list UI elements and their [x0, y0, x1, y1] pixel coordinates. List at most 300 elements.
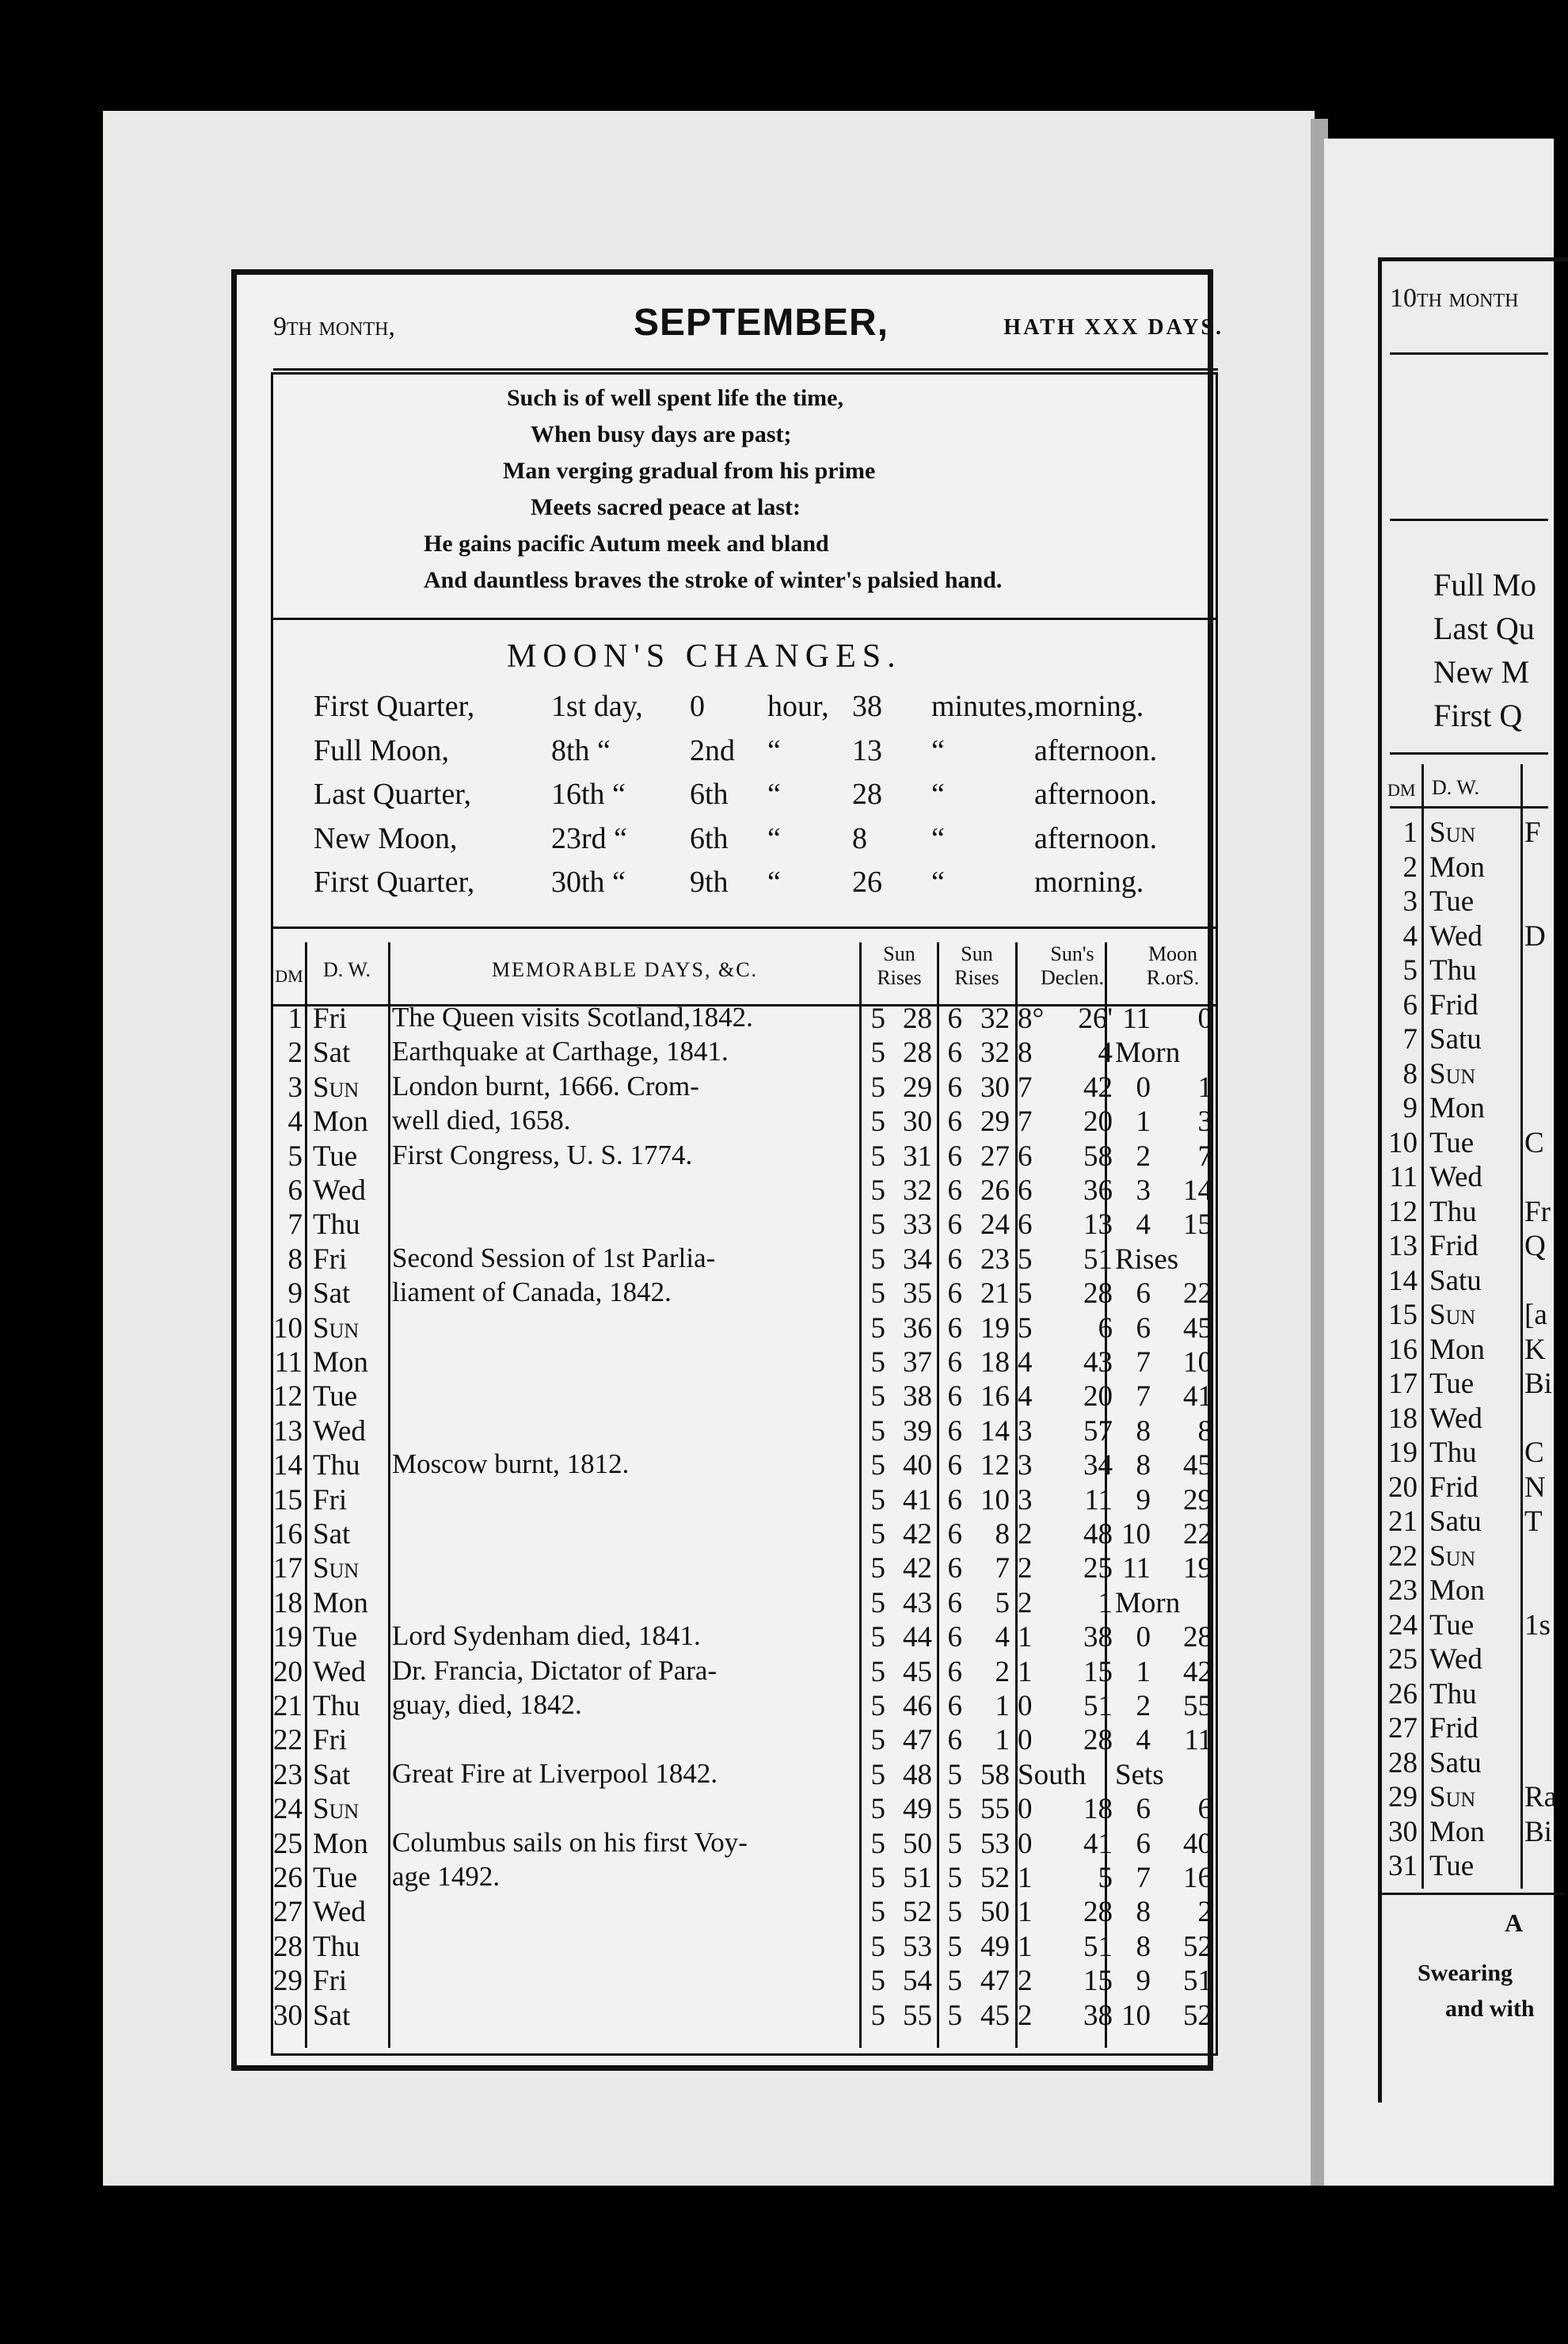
table-row	[273, 1414, 1216, 1449]
declination-degrees: 6	[1018, 1174, 1033, 1207]
table-row	[273, 1071, 1216, 1105]
next-day-of-week: Thu	[1429, 1436, 1477, 1469]
header-dm: DM	[275, 966, 303, 986]
sunrise-minute: 53	[903, 1930, 932, 1963]
next-day-of-week: Thu	[1429, 1677, 1477, 1710]
memorable-event: First Congress, U. S. 1774.	[392, 1139, 693, 1170]
declination-degrees: 2	[1018, 1965, 1033, 1998]
next-day-of-month: 1	[1402, 816, 1418, 849]
sun-rises-minute: 55	[980, 1793, 1010, 1826]
moon-phase: First Quarter,	[314, 690, 475, 723]
moon-phase: Last Quarter,	[314, 778, 471, 811]
moon-minute: 8	[1197, 1414, 1212, 1448]
day-of-week: Sat	[313, 1277, 351, 1311]
table-row	[273, 1551, 1216, 1586]
day-of-month: 20	[273, 1655, 303, 1688]
memorable-event: Great Fire at Liverpool 1842.	[392, 1757, 718, 1789]
sun-rises-hour: 6	[947, 1586, 962, 1619]
poem-line: Man verging gradual from his prime	[503, 458, 876, 484]
moon-change-row	[314, 689, 1201, 733]
sunrise-hour: 5	[870, 1655, 885, 1688]
next-day-of-month: 9	[1402, 1092, 1418, 1124]
table-row	[273, 1174, 1216, 1208]
poem-line: When busy days are past;	[531, 421, 792, 447]
moon-hour-unit: “	[767, 733, 781, 767]
sunrise-hour: 5	[870, 1311, 885, 1345]
next-day-of-month: 19	[1388, 1436, 1418, 1469]
moon-day: 16th “	[551, 778, 626, 811]
moon-minute: 11	[1184, 1724, 1212, 1757]
sun-rises-hour: 6	[947, 1483, 962, 1516]
memorable-event: The Queen visits Scotland,1842.	[392, 1002, 753, 1033]
declination-minutes: 4	[1098, 1037, 1113, 1070]
moon-minute: 45	[1183, 1449, 1212, 1482]
table-row	[273, 1689, 1216, 1724]
moon-hour: 10	[1121, 1999, 1151, 2032]
sunrise-minute: 28	[903, 1003, 932, 1035]
day-of-week: Sun	[313, 1311, 360, 1345]
declination-minutes: 15	[1083, 1965, 1113, 1998]
sun-rises-hour: 6	[947, 1140, 962, 1173]
memorable-event: guay, died, 1842.	[392, 1689, 582, 1720]
declination-minutes: 57	[1083, 1414, 1113, 1448]
sunrise-minute: 44	[903, 1621, 932, 1654]
declination-minutes: 11	[1084, 1483, 1113, 1516]
next-page-frame	[1378, 257, 1568, 261]
sun-rises-hour: 5	[947, 1999, 962, 2032]
day-of-week: Fri	[313, 1724, 348, 1757]
moon-min-unit: “	[931, 733, 945, 767]
day-of-month: 19	[273, 1621, 303, 1654]
moon-hour: 7	[1136, 1862, 1151, 1894]
moon-hour: 8	[1136, 1449, 1151, 1482]
moon-hour: 8	[1136, 1896, 1151, 1929]
sunrise-minute: 52	[903, 1896, 932, 1929]
next-day-of-month: 2	[1402, 850, 1418, 884]
moon-period: afternoon.	[1034, 821, 1158, 855]
next-day-of-week: Satu	[1429, 1505, 1482, 1538]
sunrise-minute: 47	[903, 1724, 932, 1757]
moon-change-row	[314, 865, 1201, 909]
next-memorable-event: Bi	[1524, 1815, 1552, 1848]
moon-min-unit: “	[931, 778, 945, 811]
declination-degrees: 2	[1018, 1552, 1033, 1585]
next-day-of-week: Tue	[1429, 1850, 1475, 1882]
moon-min: 13	[852, 733, 882, 767]
day-of-week: Mon	[313, 1827, 368, 1860]
moon-minute: 3	[1197, 1105, 1212, 1139]
sun-rises-minute: 16	[980, 1380, 1010, 1414]
next-day-of-month: 11	[1389, 1161, 1418, 1193]
table-row	[273, 1930, 1216, 1965]
next-day-of-week: Sun	[1429, 1539, 1476, 1573]
sunrise-hour: 5	[870, 1003, 885, 1035]
sunrise-minute: 33	[903, 1208, 932, 1242]
moon-minute: 7	[1197, 1140, 1212, 1173]
declination-degrees: 4	[1018, 1346, 1033, 1379]
declination-minutes: 1	[1098, 1586, 1113, 1619]
moon-minute: 29	[1183, 1483, 1212, 1516]
moon-hour: 11	[1122, 1003, 1151, 1035]
moon-change-row	[314, 821, 1201, 866]
sun-rises-hour: 5	[947, 1793, 962, 1826]
declination-degrees: 3	[1018, 1449, 1033, 1482]
next-day-of-month: 23	[1388, 1574, 1418, 1607]
declination-degrees: 4	[1018, 1380, 1033, 1414]
header-sun-rises: Sun Rises	[877, 942, 922, 989]
next-memorable-event: [a	[1524, 1299, 1547, 1331]
declination-degrees: 6	[1018, 1140, 1033, 1173]
sunrise-minute: 42	[903, 1552, 932, 1585]
sun-rises-hour: 5	[947, 1965, 962, 1998]
declination-minutes: 18	[1083, 1793, 1113, 1826]
days-count: HATH XXX DAYS.	[1003, 315, 1224, 340]
next-memorable-event: F	[1524, 816, 1541, 849]
day-of-week: Mon	[313, 1105, 368, 1139]
day-of-month: 2	[287, 1037, 303, 1070]
sun-rises-minute: 8	[995, 1518, 1010, 1551]
declination-minutes: 28	[1083, 1277, 1113, 1311]
declination-degrees: 5	[1018, 1311, 1033, 1345]
day-of-month: 26	[273, 1862, 303, 1894]
day-of-week: Sat	[313, 1999, 351, 2032]
moon-hour: 3	[1136, 1174, 1151, 1207]
next-day-of-month: 16	[1388, 1333, 1418, 1366]
moon-hour: 9th	[690, 866, 729, 899]
sunrise-minute: 29	[903, 1071, 932, 1104]
day-of-week: Thu	[313, 1449, 360, 1482]
sun-rises-hour: 6	[947, 1071, 962, 1104]
next-moon-phase: Full Mo	[1433, 567, 1537, 603]
next-day-of-month: 20	[1388, 1471, 1418, 1504]
declination-minutes: 43	[1083, 1346, 1113, 1379]
moon-rise-set: Rises	[1115, 1242, 1179, 1276]
sun-rises-hour: 5	[947, 1862, 962, 1894]
table-row	[273, 1964, 1216, 1999]
sunrise-hour: 5	[870, 1277, 885, 1311]
next-memorable-event: 1s	[1524, 1608, 1551, 1642]
memorable-event: well died, 1658.	[392, 1105, 571, 1136]
next-page-rule	[1390, 752, 1548, 755]
sun-rises-hour: 6	[947, 1242, 962, 1276]
moon-hour: 7	[1136, 1346, 1151, 1379]
next-memorable-event: C	[1524, 1436, 1544, 1469]
next-day-of-month: 10	[1388, 1126, 1418, 1159]
sun-rises-minute: 12	[980, 1449, 1010, 1482]
moon-day: 30th “	[551, 866, 626, 899]
month-title: SEPTEMBER,	[634, 302, 889, 344]
sun-rises-minute: 10	[980, 1483, 1010, 1516]
memorable-event: Columbus sails on his first Voy-	[392, 1826, 748, 1858]
moon-min: 38	[852, 690, 882, 723]
sun-rises-hour: 6	[947, 1174, 962, 1207]
sunrise-minute: 55	[903, 1999, 932, 2032]
next-day-of-month: 31	[1388, 1850, 1418, 1882]
next-day-of-week: Satu	[1429, 1264, 1482, 1297]
next-day-of-month: 24	[1388, 1608, 1418, 1642]
table-row	[273, 1345, 1216, 1380]
next-day-of-month: 30	[1388, 1815, 1418, 1848]
table-row	[273, 1861, 1216, 1896]
declination-degrees: 0	[1018, 1724, 1033, 1757]
day-of-week: Wed	[313, 1414, 366, 1448]
sun-rises-minute: 30	[980, 1071, 1010, 1104]
moon-min: 26	[852, 866, 882, 899]
next-day-of-week: Thu	[1429, 1195, 1477, 1228]
next-day-of-week: Thu	[1429, 954, 1477, 987]
day-of-week: Sat	[313, 1037, 351, 1070]
sunrise-minute: 49	[903, 1793, 932, 1826]
day-of-month: 16	[273, 1518, 303, 1551]
declination-degrees: South	[1018, 1758, 1087, 1791]
moon-hour: 9	[1136, 1965, 1151, 1998]
next-column-divider	[1520, 764, 1523, 1889]
next-day-of-month: 4	[1402, 919, 1418, 953]
moon-hour: 6	[1136, 1827, 1151, 1860]
table-row	[273, 1620, 1216, 1655]
sunrise-hour: 5	[870, 1690, 885, 1722]
declination-degrees: 6	[1018, 1208, 1033, 1242]
moon-hour: 1	[1136, 1655, 1151, 1688]
moon-hour: 8	[1136, 1414, 1151, 1448]
sunrise-hour: 5	[870, 1621, 885, 1654]
next-day-of-week: Satu	[1429, 1023, 1482, 1056]
moon-minute: 2	[1197, 1896, 1212, 1929]
declination-minutes: 42	[1083, 1071, 1113, 1104]
sunrise-minute: 48	[903, 1758, 932, 1791]
sunrise-minute: 51	[903, 1862, 932, 1894]
moon-minute: 6	[1197, 1793, 1212, 1826]
header-sun-declination: Sun's Declen.	[1040, 942, 1105, 989]
moon-minute: 52	[1183, 1999, 1212, 2032]
sunrise-hour: 5	[870, 1793, 885, 1826]
sun-rises-hour: 6	[947, 1346, 962, 1379]
sunrise-minute: 35	[903, 1277, 932, 1311]
sun-rises-hour: 6	[947, 1621, 962, 1654]
day-of-month: 17	[273, 1552, 303, 1585]
sun-rises-minute: 14	[980, 1414, 1010, 1448]
sunrise-hour: 5	[870, 1586, 885, 1619]
sunrise-minute: 34	[903, 1242, 932, 1276]
day-of-month: 23	[273, 1758, 303, 1791]
table-row	[273, 1140, 1216, 1174]
moon-hour-unit: “	[767, 866, 781, 899]
sun-rises-minute: 24	[980, 1208, 1010, 1242]
declination-degrees: 1	[1018, 1896, 1033, 1929]
next-day-of-week: Wed	[1429, 919, 1482, 953]
header-memorable-days: MEMORABLE DAYS, &C.	[491, 958, 759, 981]
sunrise-hour: 5	[870, 1518, 885, 1551]
sun-rises-minute: 58	[980, 1758, 1010, 1791]
table-row	[273, 1758, 1216, 1793]
moon-phase: New Moon,	[314, 821, 458, 855]
declination-degrees: 1	[1018, 1655, 1033, 1688]
sunrise-hour: 5	[870, 1242, 885, 1276]
sun-rises-hour: 6	[947, 1724, 962, 1757]
table-row	[273, 1311, 1216, 1346]
day-of-month: 10	[273, 1311, 303, 1345]
moon-hour: 6	[1136, 1311, 1151, 1345]
declination-degrees: 5	[1018, 1277, 1033, 1311]
next-day-of-month: 3	[1402, 885, 1418, 918]
sun-rises-minute: 19	[980, 1311, 1010, 1345]
sun-rises-minute: 2	[995, 1655, 1010, 1688]
sun-rises-hour: 6	[947, 1380, 962, 1414]
declination-minutes: 51	[1083, 1690, 1113, 1722]
moon-hour-unit: hour,	[767, 690, 829, 723]
moon-change-row	[314, 777, 1201, 821]
next-page-rule	[1390, 519, 1548, 521]
declination-minutes: 48	[1083, 1518, 1113, 1551]
next-moon-phase: New M	[1433, 654, 1530, 690]
next-day-of-month: 29	[1388, 1781, 1418, 1813]
sunrise-minute: 36	[903, 1311, 932, 1345]
next-day-of-month: 18	[1388, 1402, 1418, 1435]
moon-minute: 52	[1183, 1930, 1212, 1963]
next-month-label: 10th month	[1390, 283, 1519, 313]
next-day-of-week: Tue	[1429, 1126, 1475, 1159]
next-day-of-week: Frid	[1429, 1230, 1479, 1262]
sunrise-hour: 5	[870, 1449, 885, 1482]
sunrise-hour: 5	[870, 1999, 885, 2032]
next-footer-title: A	[1505, 1908, 1524, 1937]
declination-degrees: 7	[1018, 1071, 1033, 1104]
sunrise-minute: 30	[903, 1105, 932, 1139]
sunrise-minute: 45	[903, 1655, 932, 1688]
declination-minutes: 28	[1083, 1724, 1113, 1757]
table-row	[273, 1723, 1216, 1758]
next-day-of-week: Frid	[1429, 1712, 1479, 1745]
sunrise-hour: 5	[870, 1414, 885, 1448]
moon-minute: 16	[1183, 1862, 1212, 1894]
sun-rises-hour: 6	[947, 1518, 962, 1551]
sun-rises-hour: 6	[947, 1105, 962, 1139]
moon-period: morning.	[1034, 866, 1144, 899]
day-of-week: Sat	[313, 1518, 351, 1551]
memorable-event: Moscow burnt, 1812.	[392, 1448, 630, 1480]
next-day-of-week: Tue	[1429, 885, 1475, 918]
day-of-week: Tue	[313, 1380, 358, 1414]
day-of-week: Tue	[313, 1862, 358, 1894]
day-of-month: 8	[287, 1242, 303, 1276]
day-of-month: 27	[273, 1896, 303, 1929]
sunrise-minute: 46	[903, 1690, 932, 1722]
declination-minutes: 20	[1083, 1105, 1113, 1139]
declination-degrees: 2	[1018, 1999, 1033, 2032]
day-of-month: 28	[273, 1930, 303, 1963]
sunrise-hour: 5	[870, 1930, 885, 1963]
day-of-month: 13	[273, 1414, 303, 1448]
sun-rises-hour: 6	[947, 1037, 962, 1070]
header-sun-rises-2: Sun Rises	[954, 942, 999, 989]
memorable-event: Dr. Francia, Dictator of Para-	[392, 1654, 717, 1686]
day-of-week: Sun	[313, 1071, 360, 1104]
sunrise-minute: 37	[903, 1346, 932, 1379]
calendar-header	[273, 301, 1224, 364]
memorable-event: London burnt, 1666. Crom-	[392, 1070, 699, 1102]
sunrise-minute: 54	[903, 1965, 932, 1998]
moon-min: 28	[852, 778, 882, 811]
moon-hour: 0	[1136, 1621, 1151, 1654]
moon-change-row	[314, 733, 1201, 778]
declination-minutes: 25	[1083, 1552, 1113, 1585]
sun-rises-hour: 6	[947, 1311, 962, 1345]
moon-period: afternoon.	[1034, 733, 1158, 767]
declination-minutes: 41	[1083, 1827, 1113, 1860]
poem-line: And dauntless braves the stroke of winter's palsied hand.	[424, 567, 1003, 593]
moon-min-unit: “	[931, 866, 945, 899]
sunrise-hour: 5	[870, 1965, 885, 1998]
sunrise-hour: 5	[870, 1896, 885, 1929]
moon-period: morning.	[1034, 690, 1144, 723]
next-day-of-month: 8	[1402, 1057, 1418, 1090]
moon-min: 8	[852, 821, 867, 855]
sun-rises-minute: 52	[980, 1862, 1010, 1894]
table-row	[273, 1105, 1216, 1140]
table-row	[273, 1036, 1216, 1071]
declination-degrees: 2	[1018, 1518, 1033, 1551]
moon-minute: 42	[1183, 1655, 1212, 1688]
sunrise-hour: 5	[870, 1724, 885, 1757]
sun-rises-minute: 50	[980, 1896, 1010, 1929]
day-of-week: Thu	[313, 1930, 360, 1963]
day-of-week: Sat	[313, 1758, 351, 1791]
day-of-week: Tue	[313, 1621, 358, 1654]
sun-rises-minute: 29	[980, 1105, 1010, 1139]
header-dw: D. W.	[323, 958, 371, 981]
sunrise-hour: 5	[870, 1071, 885, 1104]
poem-line: He gains pacific Autum meek and bland	[424, 531, 829, 557]
declination-minutes: 15	[1083, 1655, 1113, 1688]
sun-rises-hour: 6	[947, 1655, 962, 1688]
sunrise-minute: 40	[903, 1449, 932, 1482]
declination-minutes: 20	[1083, 1380, 1113, 1414]
memorable-event: Lord Sydenham died, 1841.	[392, 1620, 701, 1652]
moon-hour: 6	[1136, 1277, 1151, 1311]
sun-rises-minute: 1	[995, 1724, 1010, 1757]
day-of-month: 7	[287, 1208, 303, 1242]
next-memorable-event: C	[1524, 1126, 1544, 1159]
day-of-month: 21	[273, 1690, 303, 1722]
sun-rises-minute: 4	[995, 1621, 1010, 1654]
declination-minutes: 38	[1083, 1621, 1113, 1654]
declination-degrees: 8	[1018, 1037, 1033, 1070]
day-of-week: Tue	[313, 1140, 358, 1173]
moon-minute: 22	[1183, 1277, 1212, 1311]
poem-rule	[273, 618, 1218, 620]
next-memorable-event: Q	[1524, 1230, 1546, 1262]
next-day-of-week: Sun	[1429, 1781, 1476, 1813]
declination-degrees: 3	[1018, 1483, 1033, 1516]
day-of-month: 22	[273, 1724, 303, 1757]
declination-minutes: 51	[1083, 1242, 1113, 1276]
moon-hour: 2	[1136, 1690, 1151, 1722]
moon-minute: 1	[1197, 1071, 1212, 1104]
moon-hour: 9	[1136, 1483, 1151, 1516]
next-page-rule	[1382, 1893, 1564, 1895]
moon-rule	[273, 927, 1218, 929]
next-day-of-month: 26	[1388, 1677, 1418, 1710]
month-number: 9th month,	[273, 312, 395, 341]
next-day-of-week: Mon	[1429, 1333, 1485, 1366]
day-of-week: Wed	[313, 1174, 366, 1207]
declination-minutes: 26'	[1078, 1003, 1113, 1035]
sunrise-minute: 42	[903, 1518, 932, 1551]
table-row	[273, 1792, 1216, 1827]
moon-changes-title: MOON'S CHANGES.	[507, 638, 902, 675]
sun-rises-minute: 32	[980, 1003, 1010, 1035]
sun-rises-minute: 18	[980, 1346, 1010, 1379]
